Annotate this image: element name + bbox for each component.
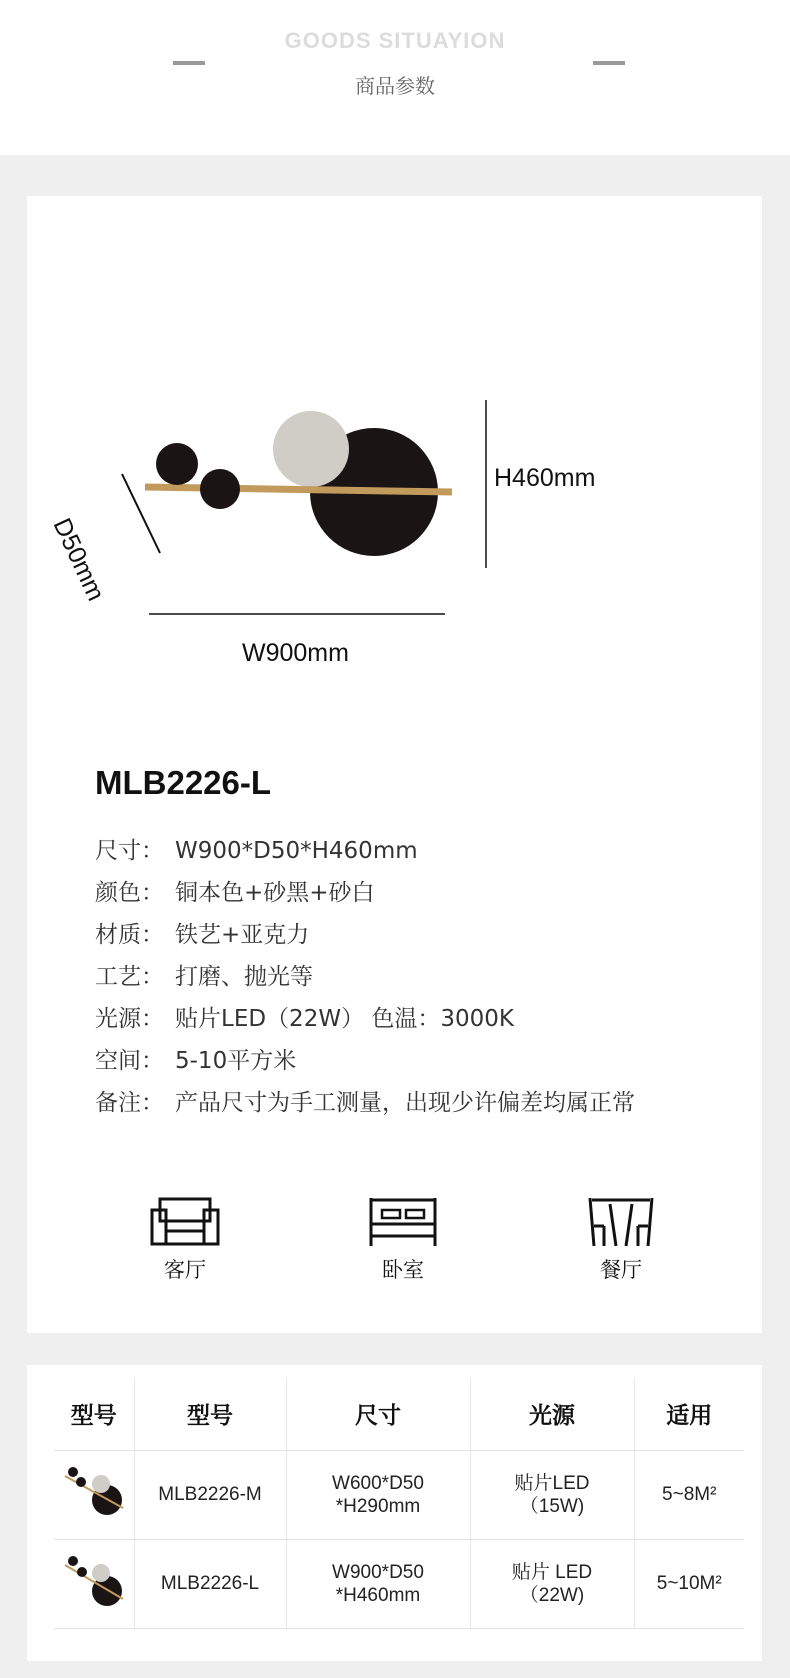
light-line-2: （22W) (519, 1584, 585, 1606)
spec-value: 5-10平方米 (175, 1048, 297, 1074)
product-card (27, 196, 762, 1333)
header-area: 适用 (634, 1378, 744, 1450)
cell-area: 5~8M² (634, 1450, 744, 1539)
header-thumb: 型号 (54, 1378, 134, 1450)
spec-value: 打磨、抛光等 (175, 964, 313, 990)
spec-row (95, 916, 735, 958)
size-line-2: *H290mm (335, 1495, 421, 1517)
spec-key: 尺寸： (95, 838, 164, 864)
header-en-title: GOODS SITUAYION (284, 28, 506, 53)
thumbnail (54, 1450, 134, 1539)
spec-row (95, 1000, 735, 1042)
room-living (125, 1196, 245, 1284)
spec-row (95, 874, 735, 916)
header-left-dash (173, 61, 205, 65)
width-label: W900mm (242, 639, 349, 667)
cell-light (470, 1539, 634, 1628)
spec-key: 颜色： (95, 880, 164, 906)
product-model-title: MLB2226-L (95, 764, 272, 801)
room-dining (561, 1196, 681, 1284)
light-line-1: 贴片LED (514, 1472, 590, 1494)
spec-value: W900*D50*H460mm (175, 838, 418, 864)
spec-key: 材质： (95, 922, 164, 948)
cell-size (286, 1539, 470, 1628)
spec-value: 贴片LED（22W） 色温：3000K (175, 1006, 514, 1032)
lamp-thumbnail (61, 1462, 127, 1522)
cell-area: 5~10M² (634, 1539, 744, 1628)
spec-list (95, 832, 735, 1126)
room-label: 餐厅 (600, 1258, 642, 1282)
spec-row (95, 1042, 735, 1084)
spec-value: 铜本色+砂黑+砂白 (175, 880, 375, 906)
cell-model: MLB2226-L (134, 1539, 286, 1628)
lamp-illustration (27, 196, 762, 696)
size-line-1: W600*D50 (332, 1472, 424, 1494)
spec-row (95, 832, 735, 874)
size-line-1: W900*D50 (332, 1561, 424, 1583)
brass-bar (145, 487, 452, 492)
white-disc (273, 411, 349, 487)
cell-model: MLB2226-M (134, 1450, 286, 1539)
section-header (0, 0, 790, 155)
model-table-card (27, 1365, 762, 1661)
room-usage-row (27, 1196, 762, 1296)
dining-table-icon (586, 1196, 656, 1248)
spec-row (95, 1084, 735, 1126)
light-line-2: （15W) (519, 1495, 585, 1517)
room-label: 卧室 (382, 1258, 424, 1282)
bed-icon (368, 1196, 438, 1248)
height-label: H460mm (494, 464, 596, 492)
cell-light (470, 1450, 634, 1539)
table-header-row (54, 1378, 744, 1450)
size-line-2: *H460mm (335, 1584, 421, 1606)
header-size: 尺寸 (286, 1378, 470, 1450)
spec-key: 光源： (95, 1006, 164, 1032)
table-row (54, 1450, 744, 1539)
header-right-dash (593, 61, 625, 65)
header-cn-title: 商品参数 (355, 74, 435, 98)
header-model: 型号 (134, 1378, 286, 1450)
light-line-1: 贴片 LED (511, 1561, 593, 1583)
spec-row (95, 958, 735, 1000)
table-row (54, 1539, 744, 1628)
spec-value: 铁艺+亚克力 (175, 922, 310, 948)
header-light: 光源 (470, 1378, 634, 1450)
spec-value: 产品尺寸为手工测量，出现少许偏差均属正常 (175, 1090, 635, 1116)
room-label: 客厅 (164, 1258, 206, 1282)
small-black-disc-2 (200, 469, 240, 509)
model-table (54, 1378, 744, 1629)
sofa-icon (150, 1196, 220, 1248)
room-bedroom (343, 1196, 463, 1284)
small-black-disc-1 (156, 443, 198, 485)
cell-size (286, 1450, 470, 1539)
spec-key: 工艺： (95, 964, 164, 990)
spec-key: 备注： (95, 1090, 164, 1116)
lamp-thumbnail (61, 1551, 127, 1611)
dimension-diagram (27, 196, 762, 696)
thumbnail (54, 1539, 134, 1628)
depth-label: D50mm (47, 514, 110, 606)
spec-key: 空间： (95, 1048, 164, 1074)
